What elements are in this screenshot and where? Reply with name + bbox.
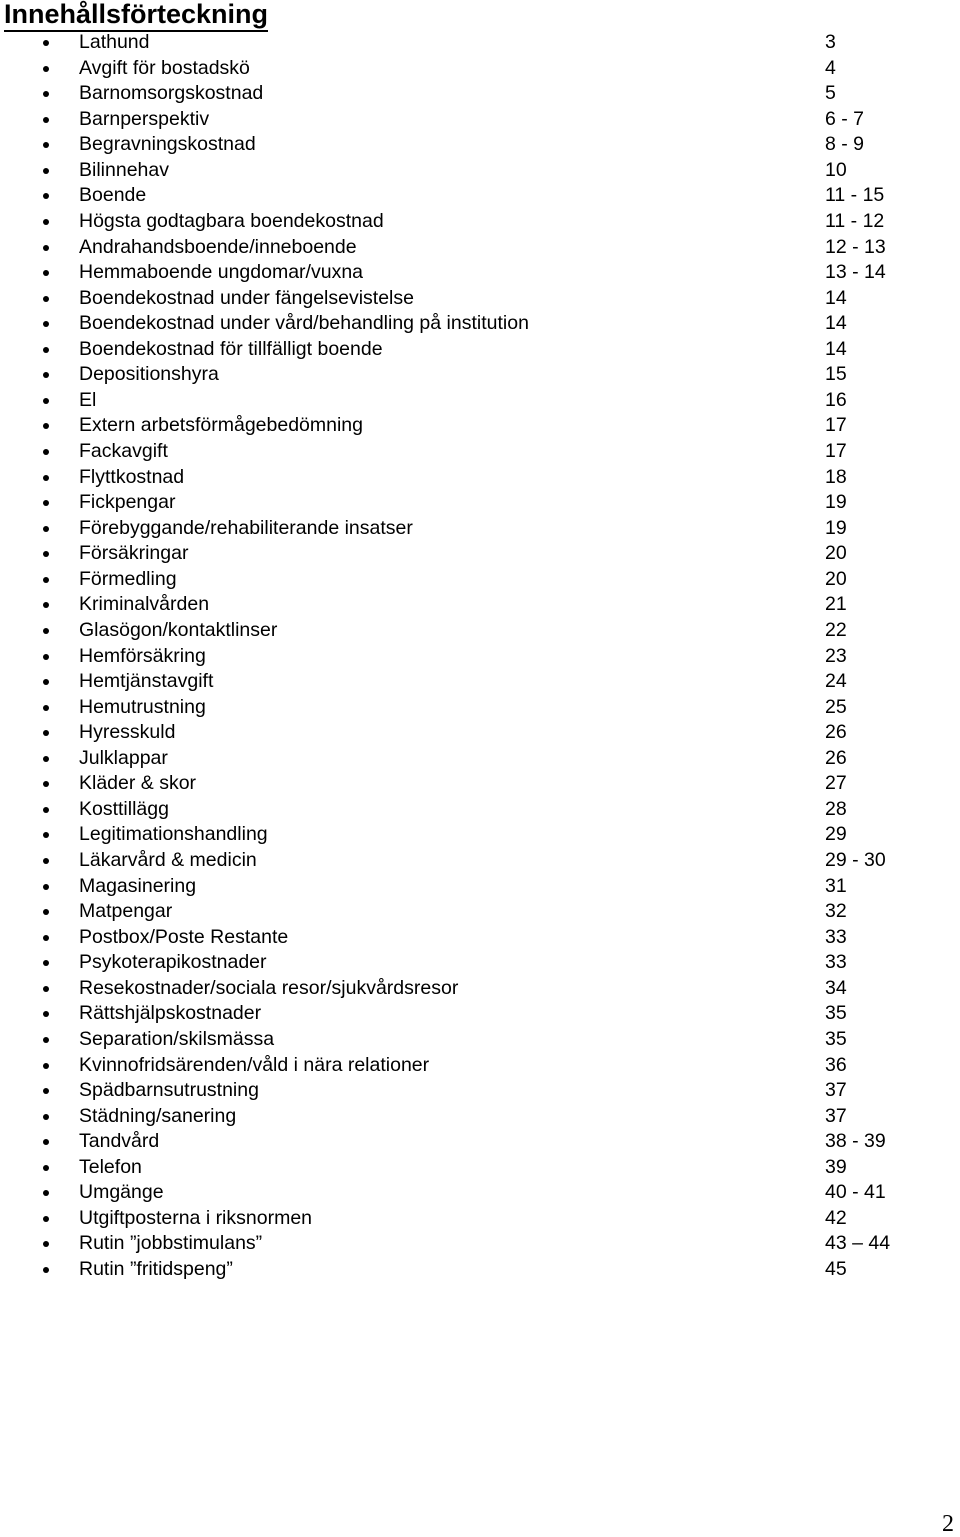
bullet-icon [43,1088,49,1094]
toc-entry-page: 42 [825,1206,847,1229]
toc-entry [0,618,960,644]
toc-entry-page: 36 [825,1053,847,1076]
toc-entry-page: 38 - 39 [825,1130,886,1153]
toc-entry [0,30,960,56]
toc-entry-label: Kosttillägg [79,797,169,820]
bullet-icon [43,679,49,685]
bullet-icon [43,986,49,992]
toc-entry-page: 26 [825,721,847,744]
toc-entry [0,1027,960,1053]
toc-entry-label: Rättshjälpskostnader [79,1002,262,1025]
toc-entry-page: 15 [825,363,847,386]
toc-entry-label: Hemmaboende ungdomar/vuxna [79,261,364,284]
toc-entry [0,822,960,848]
toc-entry-page: 10 [825,158,847,181]
bullet-icon [43,832,49,838]
toc-entry-page: 29 [825,823,847,846]
toc-entry [0,695,960,721]
toc-entry-label: Boendekostnad under vård/behandling på institution [79,312,529,335]
bullet-icon [43,372,49,378]
toc-entry [0,797,960,823]
bullet-icon [43,1063,49,1069]
toc-entry [0,413,960,439]
bullet-icon [43,475,49,481]
toc-entry [0,1231,960,1257]
toc-entry-label: Hemtjänstavgift [79,670,214,693]
toc-entry [0,925,960,951]
toc-entry-label: Barnperspektiv [79,107,210,130]
bullet-icon [43,219,49,225]
toc-entry-label: Lathund [79,31,150,53]
toc-entry-page: 14 [825,337,847,360]
toc-entry [0,362,960,388]
bullet-icon [43,117,49,123]
bullet-icon [43,270,49,276]
toc-entry [0,567,960,593]
toc-entry-page: 17 [825,414,847,437]
toc-entry-page: 14 [825,312,847,335]
bullet-icon [43,730,49,736]
toc-entry-label: El [79,388,97,411]
bullet-icon [43,526,49,532]
toc-entry [0,388,960,414]
toc-entry-label: Hemutrustning [79,695,206,718]
toc-entry [0,235,960,261]
toc-entry-label: Kläder & skor [79,772,197,795]
bullet-icon [43,628,49,634]
bullet-icon [43,551,49,557]
toc-entry [0,1078,960,1104]
toc-entry-label: Förebyggande/rehabiliterande insatser [79,516,413,539]
toc-entry-label: Boendekostnad för tillfälligt boende [79,337,383,360]
toc-entry-page: 16 [825,388,847,411]
bullet-icon [43,577,49,583]
toc-entry-label: Försäkringar [79,542,189,565]
toc-entry-page: 12 - 13 [825,235,886,258]
toc-entry-page: 5 [825,82,836,105]
toc-entry-label: Hemförsäkring [79,644,206,667]
toc-entry-page: 11 - 15 [825,184,885,207]
toc-entry-page: 4 [825,56,836,79]
toc-entry-label: Högsta godtagbara boendekostnad [79,209,384,232]
toc-entry-page: 13 - 14 [825,261,886,284]
toc-entry-page: 33 [825,951,847,974]
toc-entry [0,669,960,695]
toc-entry-page: 23 [825,644,847,667]
bullet-icon [43,1114,49,1120]
bullet-icon [43,423,49,429]
page-number: 2 [942,1511,954,1537]
table-of-contents-list [0,30,960,1283]
bullet-icon [43,66,49,72]
toc-entry-label: Bilinnehav [79,158,169,181]
toc-entry-page: 26 [825,746,847,769]
toc-entry [0,1257,960,1283]
toc-entry-page: 31 [825,874,847,897]
toc-entry-label: Separation/skilsmässa [79,1027,275,1050]
toc-entry-page: 19 [825,516,847,539]
toc-entry-page: 39 [825,1155,847,1178]
toc-entry-label: Matpengar [79,900,173,923]
bullet-icon [43,1216,49,1222]
toc-entry-label: Kvinnofridsärenden/våld i nära relationer [79,1053,430,1076]
toc-entry-page: 37 [825,1079,847,1102]
toc-entry [0,439,960,465]
toc-entry-label: Andrahandsboende/inneboende [79,235,357,258]
toc-entry-page: 22 [825,618,847,641]
toc-entry [0,1053,960,1079]
toc-entry [0,1206,960,1232]
toc-entry-page: 20 [825,567,847,590]
toc-entry-page: 24 [825,670,847,693]
toc-entry [0,746,960,772]
toc-entry-page: 17 [825,440,847,462]
bullet-icon [43,142,49,148]
toc-entry-page: 18 [825,465,847,488]
bullet-icon [43,500,49,506]
toc-entry-label: Boende [79,184,147,207]
toc-entry-label: Postbox/Poste Restante [79,925,289,948]
toc-entry-label: Hyresskuld [79,721,176,744]
toc-entry-page: 32 [825,900,847,923]
toc-entry-page: 28 [825,797,847,820]
toc-entry-page: 35 [825,1027,847,1050]
toc-entry-page: 35 [825,1002,847,1025]
toc-entry-label: Begravningskostnad [79,133,256,156]
toc-entry-page: 37 [825,1104,847,1127]
toc-entry-label: Umgänge [79,1181,164,1204]
toc-entry-label: Spädbarnsutrustning [79,1079,259,1102]
toc-entry-label: Resekostnader/sociala resor/sjukvårdsresor [79,976,459,999]
bullet-icon [43,1165,49,1171]
toc-entry [0,541,960,567]
toc-entry-label: Boendekostnad under fängelsevistelse [79,286,414,309]
toc-entry [0,1155,960,1181]
toc-entry-label: Extern arbetsförmågebedömning [79,414,363,437]
toc-entry [0,1104,960,1130]
toc-entry-label: Barnomsorgskostnad [79,82,264,105]
toc-entry [0,286,960,312]
bullet-icon [43,1241,49,1247]
toc-entry-page: 29 - 30 [825,849,886,871]
bullet-icon [43,398,49,404]
bullet-icon [43,40,49,46]
toc-entry-label: Glasögon/kontaktlinser [79,618,278,641]
bullet-icon [43,1139,49,1145]
toc-entry-page: 11 - 12 [825,209,885,232]
toc-entry [0,490,960,516]
bullet-icon [43,296,49,302]
bullet-icon [43,168,49,174]
toc-entry [0,1001,960,1027]
toc-entry-label: Städning/sanering [79,1104,237,1127]
toc-entry [0,950,960,976]
toc-entry [0,874,960,900]
toc-entry-page: 40 - 41 [825,1181,886,1204]
toc-entry [0,516,960,542]
bullet-icon [43,781,49,787]
toc-entry [0,1129,960,1155]
toc-entry [0,183,960,209]
bullet-icon [43,756,49,762]
toc-entry-label: Flyttkostnad [79,465,185,488]
toc-entry-label: Avgift för bostadskö [79,56,250,79]
toc-entry-page: 33 [825,925,847,948]
toc-entry-label: Kriminalvården [79,593,210,616]
toc-entry [0,132,960,158]
toc-entry-page: 14 [825,286,847,309]
toc-entry-label: Julklappar [79,746,168,769]
toc-entry-page: 19 [825,491,847,514]
toc-entry-page: 43 – 44 [825,1232,891,1255]
toc-entry-label: Läkarvård & medicin [79,849,257,871]
toc-entry [0,260,960,286]
bullet-icon [43,909,49,915]
toc-entry-label: Fickpengar [79,491,176,514]
toc-entry [0,720,960,746]
toc-entry-page: 21 [825,593,847,616]
bullet-icon [43,1011,49,1017]
bullet-icon [43,245,49,251]
toc-entry [0,465,960,491]
toc-entry-label: Depositionshyra [79,363,219,386]
toc-entry-page: 6 - 7 [825,107,865,130]
toc-entry [0,899,960,925]
bullet-icon [43,1037,49,1043]
toc-entry-label: Magasinering [79,874,197,897]
toc-entry-label: Tandvård [79,1130,160,1153]
toc-entry-page: 3 [825,31,836,53]
bullet-icon [43,807,49,813]
toc-entry [0,1180,960,1206]
bullet-icon [43,321,49,327]
toc-entry [0,592,960,618]
bullet-icon [43,1190,49,1196]
bullet-icon [43,858,49,864]
toc-entry [0,771,960,797]
toc-entry-label: Förmedling [79,567,177,590]
bullet-icon [43,347,49,353]
toc-entry-page: 8 - 9 [825,133,865,156]
bullet-icon [43,705,49,711]
toc-entry-label: Utgiftposterna i riksnormen [79,1206,313,1229]
toc-entry [0,56,960,82]
toc-entry-page: 25 [825,695,847,718]
bullet-icon [43,193,49,199]
toc-entry-page: 20 [825,542,847,565]
toc-entry-label: Rutin ”fritidspeng” [79,1258,233,1280]
bullet-icon [43,1267,49,1273]
toc-entry-label: Telefon [79,1155,142,1178]
toc-entry [0,976,960,1002]
toc-entry-label: Legitimationshandling [79,823,268,846]
bullet-icon [43,91,49,97]
bullet-icon [43,654,49,660]
toc-entry-page: 34 [825,976,847,999]
page-title: Innehållsförteckning [4,0,268,32]
bullet-icon [43,602,49,608]
toc-entry-label: Rutin ”jobbstimulans” [79,1232,263,1255]
toc-entry [0,337,960,363]
toc-entry [0,158,960,184]
toc-entry [0,81,960,107]
toc-entry [0,209,960,235]
toc-entry [0,848,960,874]
toc-entry-page: 27 [825,772,847,795]
bullet-icon [43,935,49,941]
toc-entry-label: Fackavgift [79,440,168,462]
toc-entry-label: Psykoterapikostnader [79,951,267,974]
toc-entry [0,311,960,337]
bullet-icon [43,449,49,455]
toc-entry-page: 45 [825,1258,847,1280]
toc-entry [0,644,960,670]
toc-entry [0,107,960,133]
bullet-icon [43,960,49,966]
bullet-icon [43,884,49,890]
